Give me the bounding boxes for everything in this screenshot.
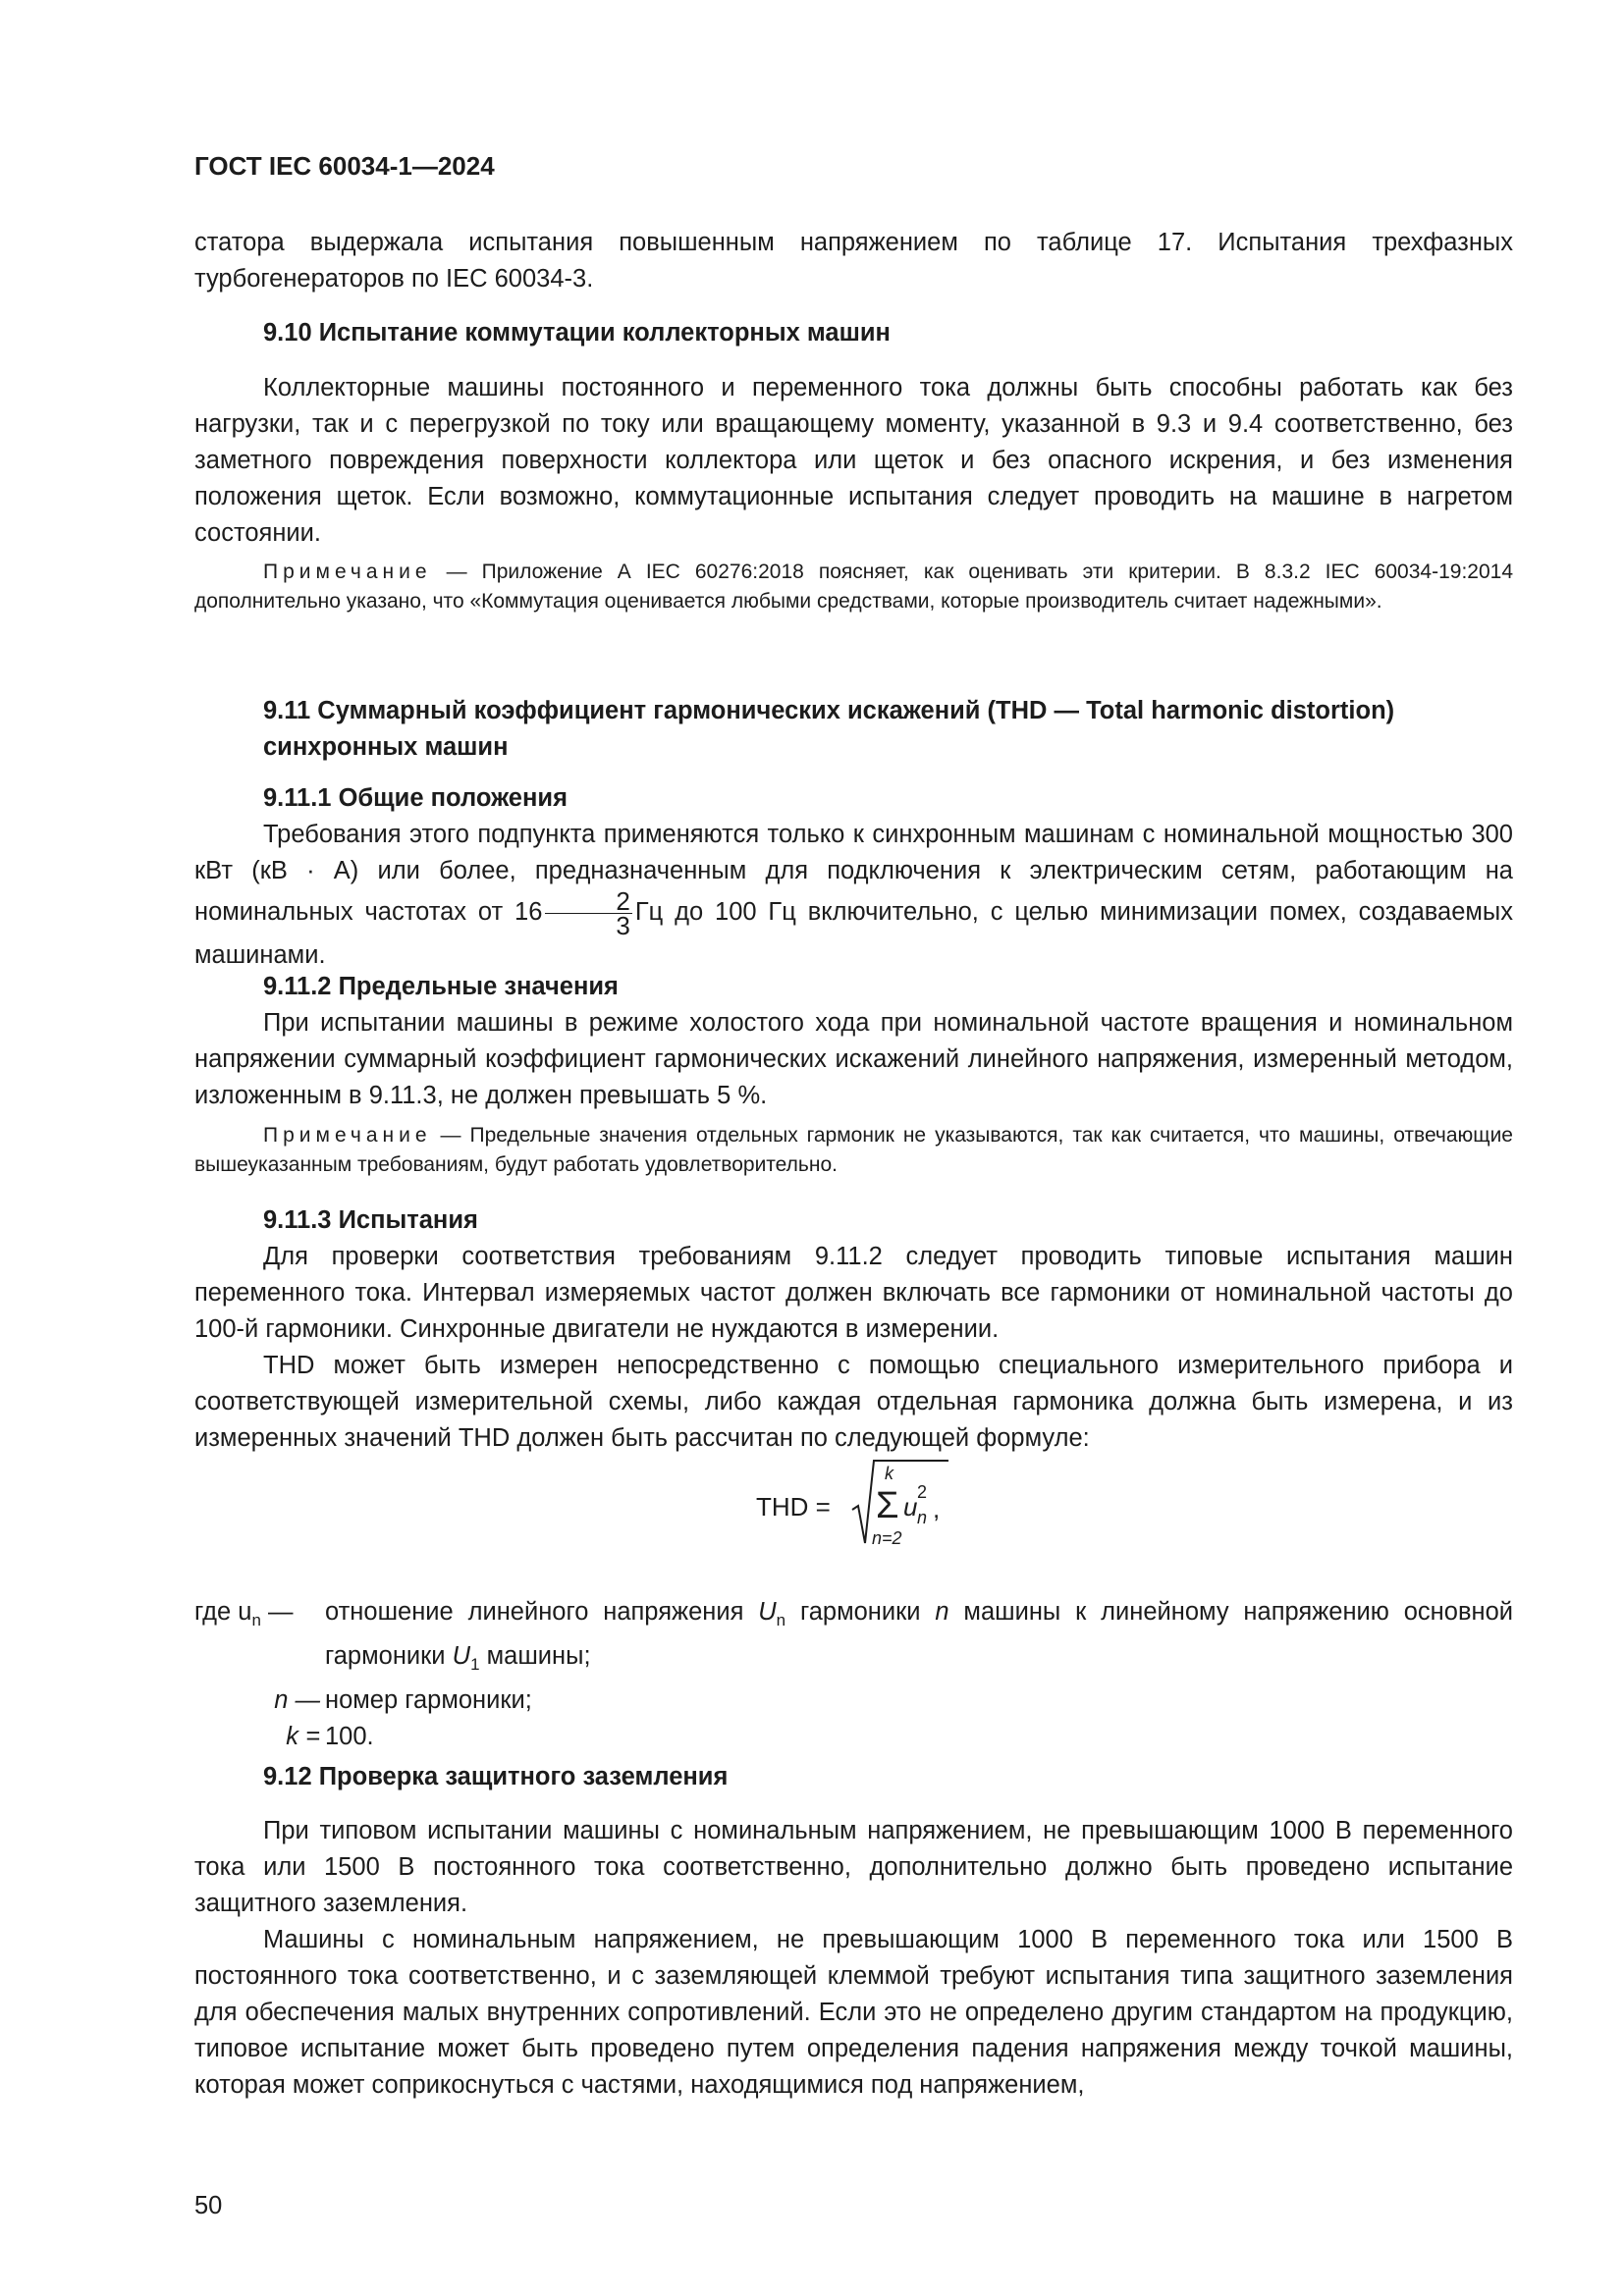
paragraph: THD может быть измерен непосредственно с помощью специального измерительного прибора и соответствующей измерительной схемы, либо каждая отдельная гармоника должна быть измерена, и из измеренных значений THD должен быть рассчитан по следующей формуле: <box>194 1352 1513 1452</box>
note-label: Примечание <box>263 1124 432 1147</box>
section-9-11 <box>194 693 1513 766</box>
fraction <box>545 886 631 940</box>
note-9-10 <box>194 558 1513 616</box>
formula-subscript: n <box>917 1508 928 1527</box>
section-title: 9.12 Проверка защитного заземления <box>263 1763 729 1790</box>
legend-text <box>325 1594 1513 1682</box>
legend-text: 100. <box>325 1723 374 1750</box>
legend-part: 1 <box>470 1655 480 1674</box>
paragraph: Машины с номинальным напряжением, не превышающим 1000 В переменного тока или 1500 В постоянного тока соответственно, и с заземляющей клеммой требуют испытания типа защитного заземления для обеспечения малых внутренних сопротивлений. Если это не определено другим стандартом на продукцию, типовое испытание может быть проведено путем определения падения напряжения между точкой машины, которая может соприкоснуться с частями, находящимися под напряжением, <box>194 1926 1513 2099</box>
section-9-12 <box>194 1759 1513 1795</box>
legend-part: n <box>776 1611 786 1629</box>
section-9-11-2 <box>194 969 1513 1114</box>
paragraph: статора выдержала испытания повышенным напряжением по таблице 17. Испытания трехфазных турбогенераторов по IEC 60034-3. <box>194 229 1513 293</box>
note-label: Примечание <box>263 561 432 583</box>
note-text: — Приложение А IEC 60276:2018 поясняет, как оценивать эти критерии. В 8.3.2 IEC 60034-19:2014 дополнительно указано, что «Коммутация оценивается любыми средствами, которые производитель считает надежными». <box>194 561 1513 613</box>
legend-part: n <box>935 1598 949 1626</box>
subsection-title: 9.11.1 Общие положения <box>263 784 568 812</box>
note <box>194 1121 1513 1180</box>
section-title: 9.10 Испытание коммутации коллекторных машин <box>263 319 891 347</box>
subsection-title: 9.11.2 Предельные значения <box>263 973 619 1000</box>
paragraph: Коллекторные машины постоянного и переменного тока должны быть способны работать как без нагрузки, так и с перегрузкой по току или вращающему моменту, указанной в 9.3 и 9.4 соответственно, без заметного повреждения поверхности коллектора или щеток и без опасного искрения, и без изменения положения щеток. Если возможно, коммутационные испытания следует проводить на машине в нагретом состоянии. <box>194 374 1513 547</box>
paragraph: Для проверки соответствия требованиям 9.11.2 следует проводить типовые испытания машин переменного тока. Интервал измеряемых частот должен включать все гармоники от номинальной частоты до 100-й гармоники. Синхронные двигатели не нуждаются в измерении. <box>194 1243 1513 1343</box>
page-number: 50 <box>194 2192 223 2219</box>
legend-symbol-sub: n <box>251 1611 261 1629</box>
legend-part: отношение линейного напряжения <box>325 1598 759 1626</box>
legend-text: номер гармоники; <box>325 1686 532 1714</box>
legend-label: n — <box>274 1686 320 1714</box>
note-text: — Предельные значения отдельных гармоник не указываются, так как считается, что машины, отвечающие вышеуказанным требованиям, будут работать удовлетворительно. <box>194 1124 1513 1176</box>
legend-part: гармоники <box>785 1598 936 1626</box>
frequency-unit: Гц <box>634 898 664 927</box>
formula-variable: u <box>903 1492 918 1522</box>
fraction-numerator: 2 <box>545 889 631 914</box>
legend-part: U <box>452 1642 471 1670</box>
legend-label <box>194 1594 320 1638</box>
legend-row <box>194 1719 1513 1755</box>
formula-lhs: THD = <box>756 1492 831 1522</box>
formula-superscript: 2 <box>917 1482 928 1502</box>
subsection-title: 9.11.3 Испытания <box>263 1206 478 1234</box>
legend-part: машины к линейному напряжению основной гармоники <box>325 1598 1514 1670</box>
continued-paragraph <box>194 225 1513 297</box>
legend-symbol: где u <box>194 1598 252 1626</box>
section-9-12-body <box>194 1813 1513 2104</box>
paragraph <box>194 817 1513 974</box>
formula-comma: , <box>933 1494 941 1523</box>
legend-row <box>194 1594 1513 1682</box>
legend-dash: — <box>268 1598 294 1626</box>
section-9-10-body <box>194 370 1513 552</box>
paragraph: При испытании машины в режиме холостого хода при номинальной частоте вращения и номинальном напряжении суммарный коэффициент гармонических искажений линейного напряжения, измеренный методом, изложенным в 9.11.3, не должен превышать 5 %. <box>194 1009 1513 1109</box>
legend-part: U <box>758 1598 777 1626</box>
fraction-denominator: 3 <box>616 911 630 940</box>
section-9-11-1 <box>194 780 1513 974</box>
section-9-10 <box>194 315 1513 351</box>
legend-row <box>194 1682 1513 1719</box>
formula-legend <box>194 1594 1513 1755</box>
formula-svg <box>756 1449 972 1557</box>
legend-part: машины; <box>479 1642 591 1670</box>
note-9-11-2 <box>194 1121 1513 1180</box>
frequency-whole: 16 <box>514 898 543 927</box>
section-9-11-3 <box>194 1202 1513 1457</box>
thd-formula <box>756 1449 972 1557</box>
sum-lower-limit: n=2 <box>872 1528 902 1548</box>
note <box>194 558 1513 616</box>
document-header: ГОСТ IEC 60034-1—2024 <box>194 151 495 181</box>
paragraph-text: до 100 Гц включительно, с целью минимизации помех, создаваемых машинами. <box>194 898 1513 969</box>
section-title: 9.11 Суммарный коэффициент гармонических искажений (THD — Total harmonic distortion) синхронных машин <box>263 697 1395 761</box>
paragraph-text: Требования этого подпункта применяются только к синхронным машинам с номинальной мощностью 300 кВт (кВ · А) или более, предназначенным для подключения к электрическим сетям, работающим на номинальных частотах от <box>194 821 1513 927</box>
sum-sign: Σ <box>876 1485 899 1526</box>
legend-label: k = <box>286 1723 320 1750</box>
paragraph: При типовом испытании машины с номинальным напряжением, не превышающим 1000 В переменного тока или 1500 В постоянного тока соответственно, дополнительно должно быть проведено испытание защитного заземления. <box>194 1817 1513 1917</box>
sum-upper-limit: k <box>885 1464 893 1483</box>
